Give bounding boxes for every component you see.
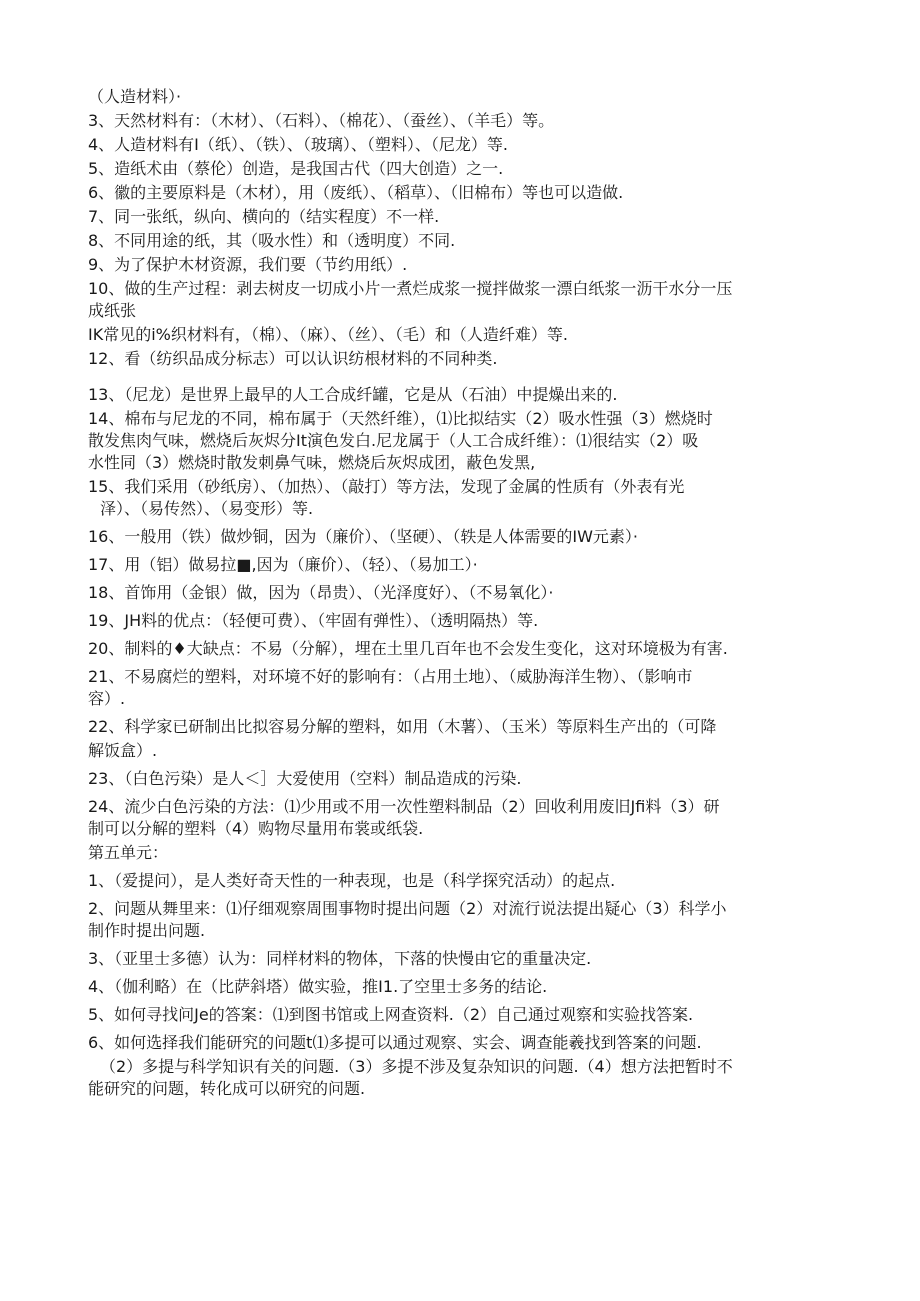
item-15-cont: 泽）、（易传然）、（易变形）等. (100, 499, 314, 518)
item-8: 8、不同用途的纸，其（吸水性）和（透明度）不同. (88, 231, 456, 250)
item-10: 10、做的生产过程：剥去树皮一切成小片一煮烂成浆一搅拌做浆一漂白纸浆一沥干水分一压 (88, 279, 733, 298)
item-12: 12、看（纺织品成分标志）可以认识纺根材料的不同种类. (88, 349, 498, 368)
item-6: 6、如何选择我们能研究的问题t⑴多提可以通过观察、实会、调查能羲找到答案的问题. (88, 1033, 702, 1052)
item-22-cont: 解饭盒）. (88, 741, 158, 760)
document-body (88, 86, 833, 1100)
item-5: 5、造纸术由（蔡伦）创造，是我国古代（四大创造）之一. (88, 159, 504, 178)
item-24: 24、流少白色污染的方法：⑴少用或不用一次性塑料制品（2）回收利用废旧Jfi料（3）研 (88, 797, 720, 816)
item-4: 4、（伽利略）在（比萨斜塔）做实验，推I1.了空里士多务的结论. (88, 977, 548, 996)
item-2: 2、问题从舞里来：⑴仔细观察周围事物时提出问题（2）对流行说法提出疑心（3）科学小 (88, 899, 727, 918)
item-7: 7、同一张纸，纵向、横向的（结实程度）不一样. (88, 207, 440, 226)
item-14-cont: 散发焦肉气味，燃烧后灰烬分It演色发白.尼龙属于（人工合成纤维）：⑴很结实（2）吸 (88, 431, 699, 450)
item-1: 1、（爱提问），是人类好奇天性的一种表现，也是（科学探究活动）的起点. (88, 871, 616, 890)
item-11: IK常见的i%织材料有，（棉）、（麻）、（丝）、（毛）和（人造纤难）等. (88, 325, 568, 344)
item-9: 9、为了保护木材资源，我们要（节约用纸）. (88, 255, 408, 274)
item-3: 3、天然材料有：（木材）、（石料）、（棉花）、（蚕丝）、（羊毛）等。 (88, 111, 555, 130)
item-3: 3、（亚里士多德）认为：同样材料的物体，下落的快慢由它的重量决定. (88, 949, 592, 968)
item-13: 13、（尼龙）是世界上最早的人工合成纤罐，它是从（石油）中提燥出来的. (88, 385, 618, 404)
item-14: 14、棉布与尼龙的不同，棉布属于（天然纤维），⑴比拟结实（2）吸水性强（3）燃烧时 (88, 409, 713, 428)
item-10-cont: 成纸张 (88, 301, 137, 320)
section-heading: 第五单元： (88, 843, 169, 862)
item-16: 16、一般用（铁）做炒铜，因为（廉价）、（坚硬）、（轶是人体需要的IW元素）· (88, 527, 638, 546)
item-17: 17、用（铝）做易拉■,因为（廉价）、（轻）、（易加工）· (88, 555, 478, 574)
item-21-cont: 容）. (88, 689, 126, 708)
item-23: 23、（白色污染）是人＜］大爱使用（空料）制品造成的污染. (88, 769, 522, 788)
item-21: 21、不易腐烂的塑料，对环境不好的影响有：（占用土地）、（威胁海洋生物）、（影响市 (88, 667, 693, 686)
item-24-cont: 制可以分解的塑料（4）购物尽量用布裳或纸袋. (88, 819, 424, 838)
item-14-cont: 水性同（3）燃烧时散发刺鼻气味，燃烧后灰烬成团，蔽色发黑, (88, 453, 536, 472)
item-22: 22、科学家已研制出比拟容易分解的塑料，如用（木薯）、（玉米）等原料生产出的（可降 (88, 717, 717, 736)
item-20: 20、制料的♦大缺点：不易（分解），埋在土里几百年也不会发生变化，这对环境极为有害. (88, 639, 728, 658)
item-4: 4、人造材料有I（纸）、（铁）、（玻璃）、（塑料）、（尼龙）等. (88, 135, 508, 154)
item-5: 5、如何寻找问Je的答案：⑴到图书馆或上网查资料.（2）自己通过观察和实验找答案. (88, 1005, 694, 1024)
item-6-cont: 能研究的问题，转化成可以研究的问题. (88, 1079, 366, 1098)
item-15: 15、我们采用（砂纸房）、（加热）、（敲打）等方法，发现了金属的性质有（外表有光 (88, 477, 685, 496)
item-6-cont: （2）多提与科学知识有关的问题.（3）多提不涉及复杂知识的问题.（4）想方法把暂时不 (100, 1057, 733, 1076)
item-19: 19、JH料的优点：（轻便可费）、（牢固有弹性）、（透明隔热）等. (88, 611, 539, 630)
item-18: 18、首饰用（金银）做，因为（昂贵）、（光泽度好）、（不易氧化）· (88, 583, 554, 602)
text-line: （人造材料）· (88, 87, 182, 106)
item-2-cont: 制作时提出问题. (88, 921, 206, 940)
item-6: 6、徽的主要原料是（木材），用（废纸）、（稻草）、（旧棉布）等也可以造做. (88, 183, 624, 202)
